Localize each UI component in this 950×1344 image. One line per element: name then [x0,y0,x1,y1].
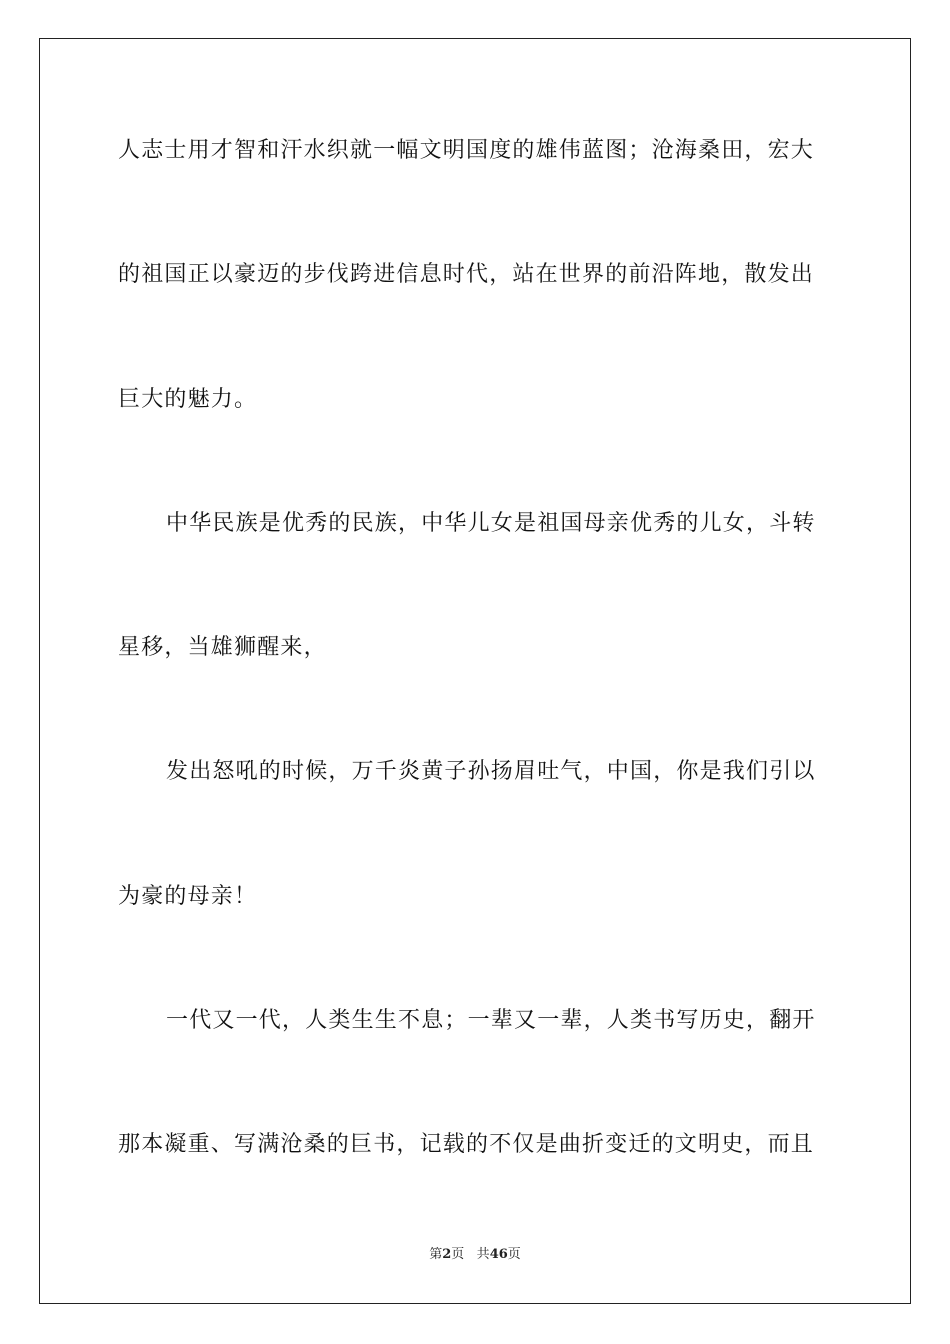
text-line: 的祖国正以豪迈的步伐跨进信息时代，站在世界的前沿阵地，散发出 [118,262,815,287]
text-line: 人志士用才智和汗水织就一幅文明国度的雄伟蓝图；沧海桑田，宏大 [118,138,815,163]
footer-total-prefix: 共 [476,1247,490,1262]
text-line: 星移，当雄狮醒来， [118,635,327,660]
footer-total-unit: 页 [507,1247,521,1262]
text-line: 一代又一代，人类生生不息；一辈又一辈，人类书写历史，翻开 [166,1008,816,1033]
text-line: 那本凝重、写满沧桑的巨书，记载的不仅是曲折变迁的文明史，而且 [118,1132,815,1157]
current-page-number: 2 [442,1247,452,1262]
footer-page-unit: 页 [451,1247,465,1262]
text-line: 巨大的魅力。 [118,387,258,412]
text-line: 为豪的母亲！ [118,884,258,909]
text-line: 中华民族是优秀的民族，中华儿女是祖国母亲优秀的儿女，斗转 [166,511,816,536]
total-pages-number: 46 [489,1247,508,1262]
footer-prefix: 第 [429,1247,443,1262]
page-border [39,38,911,1304]
text-line: 发出怒吼的时候，万千炎黄子孙扬眉吐气，中国，你是我们引以 [166,759,816,784]
page-footer [0,1246,950,1264]
